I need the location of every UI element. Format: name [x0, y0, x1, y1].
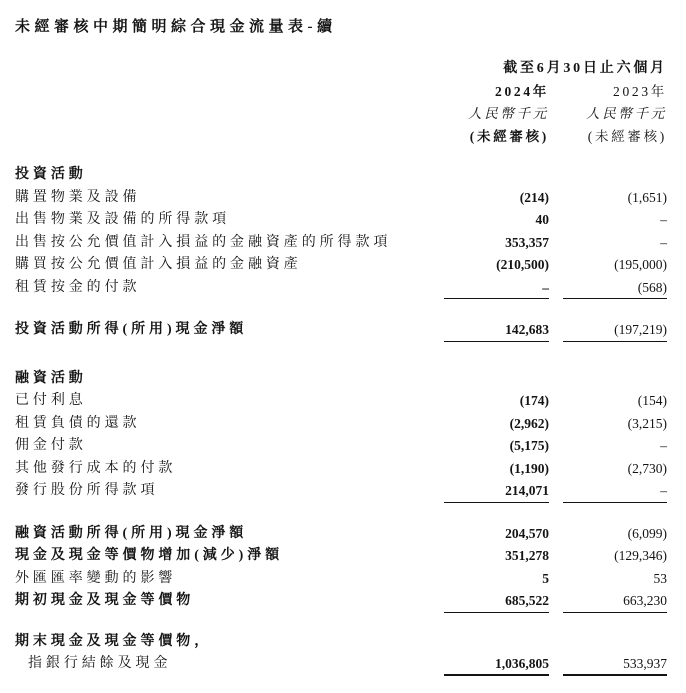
value-2024: 685,522: [444, 590, 549, 613]
value-2023: 53: [653, 570, 667, 586]
section-row: [15, 631, 667, 654]
row-label: 投資活動所得(所用)現金淨額: [15, 322, 248, 337]
section-row: [15, 368, 667, 391]
column-gap: [549, 209, 563, 232]
table-row: [15, 458, 667, 481]
column-gap: [549, 523, 563, 546]
table-row: [15, 209, 667, 232]
row-label: 融資活動所得(所用)現金淨額: [15, 525, 248, 541]
value-2024: (214): [519, 189, 549, 205]
row-label: 購買按公允價值計入損益的金融資產: [15, 257, 302, 272]
year-2024: 2024年: [495, 83, 549, 99]
value-2024: 204,570: [505, 525, 549, 541]
row-label: 出售按公允價值計入損益的金融資產的所得款項: [15, 234, 392, 250]
value-2024: (174): [519, 393, 549, 408]
row-label: 指銀行結餘及現金: [28, 656, 172, 671]
value-2023: (197,219): [563, 319, 667, 342]
row-label: 其他發行成本的付款: [15, 460, 177, 476]
note-2024: (未經審核): [469, 128, 549, 144]
row-label: 佣金付款: [15, 438, 87, 453]
table-row: [15, 568, 667, 591]
value-2023: –: [660, 438, 667, 453]
table-row: [15, 277, 667, 300]
table-row: [15, 653, 667, 676]
row-label: 期初現金及現金等價物: [15, 593, 195, 608]
value-2024: 1,036,805: [444, 653, 549, 676]
row-label: 投資活動: [15, 167, 87, 182]
table-row: [15, 545, 667, 568]
value-2024: 353,357: [505, 234, 549, 250]
row-label: 融資活動: [15, 370, 87, 386]
value-2023: (129,346): [614, 548, 667, 563]
table-row: [15, 232, 667, 255]
row-spacer: [15, 503, 667, 523]
column-gap: [549, 187, 563, 210]
value-2023: 533,937: [563, 653, 667, 676]
page-title: 未經審核中期簡明綜合現金流量表-續: [15, 19, 337, 35]
table-row: [15, 187, 667, 210]
value-2024: (1,190): [509, 460, 549, 476]
row-label: 外匯匯率變動的影響: [15, 570, 177, 586]
column-gap: [549, 653, 563, 676]
column-gap: [549, 413, 563, 436]
value-2023: –: [660, 234, 667, 250]
row-label: 已付利息: [15, 393, 87, 408]
unit-row: [15, 103, 667, 126]
value-2024: 351,278: [505, 548, 549, 563]
value-2023: –: [660, 212, 667, 227]
value-2023: 663,230: [563, 590, 667, 613]
row-label: 租賃負債的還款: [15, 415, 141, 431]
column-gap: [549, 590, 563, 613]
column-gap: [549, 458, 563, 481]
column-gap: [549, 390, 563, 413]
row-label: 現金及現金等價物增加(減少)淨額: [15, 548, 284, 563]
value-2023: (195,000): [614, 257, 667, 272]
value-2023: (6,099): [627, 525, 667, 541]
section-row: [15, 164, 667, 187]
row-spacer: [15, 299, 667, 319]
value-2023: (2,730): [627, 460, 667, 476]
value-2024: (5,175): [509, 438, 549, 453]
row-label: 租賃按金的付款: [15, 279, 141, 295]
year-row: [15, 81, 667, 104]
table-row: [15, 480, 667, 503]
value-2024: 142,683: [444, 319, 549, 342]
column-gap: [549, 568, 563, 591]
unit-2024: 人民幣千元: [468, 106, 549, 121]
row-spacer: [15, 613, 667, 631]
row-label: 購置物業及設備: [15, 189, 141, 205]
year-2023: 2023年: [613, 83, 667, 99]
table-row: [15, 390, 667, 413]
row-label: 出售物業及設備的所得款項: [15, 212, 231, 227]
table-header: [15, 58, 667, 148]
header-spacer: [15, 58, 444, 81]
table-row: [15, 319, 667, 342]
table-row: [15, 413, 667, 436]
value-2024: (2,962): [509, 415, 549, 431]
value-2023: (1,651): [627, 189, 667, 205]
table-row: [15, 254, 667, 277]
column-gap: [549, 435, 563, 458]
column-gap: [549, 277, 563, 300]
value-2023: (568): [563, 277, 667, 300]
value-2024: 214,071: [444, 480, 549, 503]
row-label: 期末現金及現金等價物，: [15, 633, 213, 649]
value-2023: (154): [637, 393, 667, 408]
period-header: 截至6月30日止六個月: [503, 61, 667, 76]
row-label: 發行股份所得款項: [15, 483, 159, 498]
period-row: [15, 58, 667, 81]
column-gap: [549, 254, 563, 277]
value-2023: (3,215): [627, 415, 667, 431]
note-row: [15, 126, 667, 149]
table-row: [15, 435, 667, 458]
table-row: [15, 590, 667, 613]
column-gap: [549, 232, 563, 255]
value-2024: –: [444, 277, 549, 300]
note-2023: (未經審核): [587, 128, 667, 144]
value-2023: –: [563, 480, 667, 503]
table-rows: [15, 164, 667, 676]
column-gap: [549, 545, 563, 568]
value-2024: 40: [535, 212, 549, 227]
unit-2023: 人民幣千元: [586, 106, 667, 121]
value-2024: 5: [542, 570, 549, 586]
column-gap: [549, 480, 563, 503]
table-row: [15, 523, 667, 546]
value-2024: (210,500): [496, 257, 549, 272]
row-spacer: [15, 342, 667, 368]
column-gap: [549, 319, 563, 342]
